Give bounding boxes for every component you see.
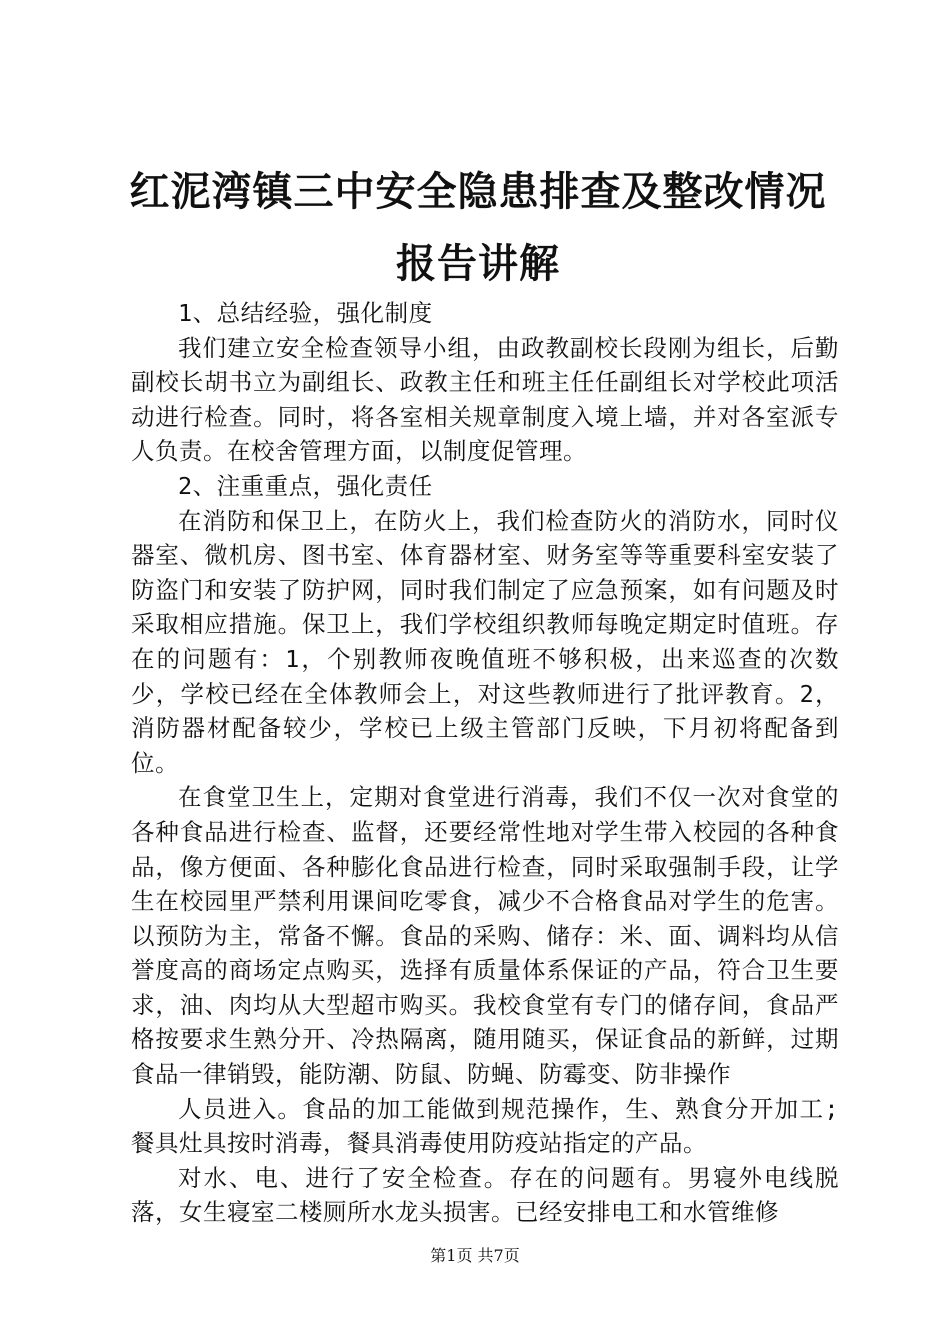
page-footer: 第1页 共7页 xyxy=(430,1246,520,1265)
paragraph-3: 在食堂卫生上，定期对食堂进行消毒，我们不仅一次对食堂的各种食品进行检查、监督，还要经常性地对学生带入校园的各种食品，像方便面、各种膨化食品进行检查，同时采取强制手段，让学生在校园里严禁利用课间吃零食，减少不合格食品对学生的危害。以预防为主，常备不懈。食品的采购、储存：米、面、调料均从信誉度高的商场定点购买，选择有质量体系保证的产品，符合卫生要求，油、肉均从大型超市购买。我校食堂有专门的储存间，食品严格按要求生熟分开、冷热隔离，随用随买，保证食品的新鲜，过期食品一律销毁，能防潮、防鼠、防蝇、防霉变、防非操作 xyxy=(131,783,839,1089)
paragraph-5: 对水、电、进行了安全检查。存在的问题有。男寝外电线脱落，女生寝室二楼厕所水龙头损害。已经安排电工和水管维修 xyxy=(131,1163,839,1227)
document-title: 红泥湾镇三中安全隐患排查及整改情况报告讲解 xyxy=(129,168,827,287)
document-body xyxy=(131,296,839,1230)
paragraph-4: 人员进入。食品的加工能做到规范操作，生、熟食分开加工;餐具灶具按时消毒，餐具消毒使用防疫站指定的产品。 xyxy=(131,1094,839,1158)
section-heading-2: 2、注重重点，强化责任 xyxy=(178,471,433,500)
section-heading-1: 1、总结经验，强化制度 xyxy=(178,299,433,327)
paragraph-2: 在消防和保卫上，在防火上，我们检查防火的消防水，同时仪器室、微机房、图书室、体育器材室、财务室等等重要科室安装了防盗门和安装了防护网，同时我们制定了应急预案，如有问题及时采取相应措施。保卫上，我们学校组织教师每晚定期定时值班。存在的问题有：1，个别教师夜晚值班不够积极，出来巡查的次数少，学校已经在全体教师会上，对这些教师进行了批评教育。2，消防器材配备较少，学校已上级主管部门反映，下月初将配备到位。 xyxy=(131,506,839,777)
paragraph-1: 我们建立安全检查领导小组，由政教副校长段刚为组长，后勤副校长胡书立为副组长、政教主任和班主任任副组长对学校此项活动进行检查。同时，将各室相关规章制度入境上墙，并对各室派专人负责。在校舍管理方面，以制度促管理。 xyxy=(131,333,839,466)
